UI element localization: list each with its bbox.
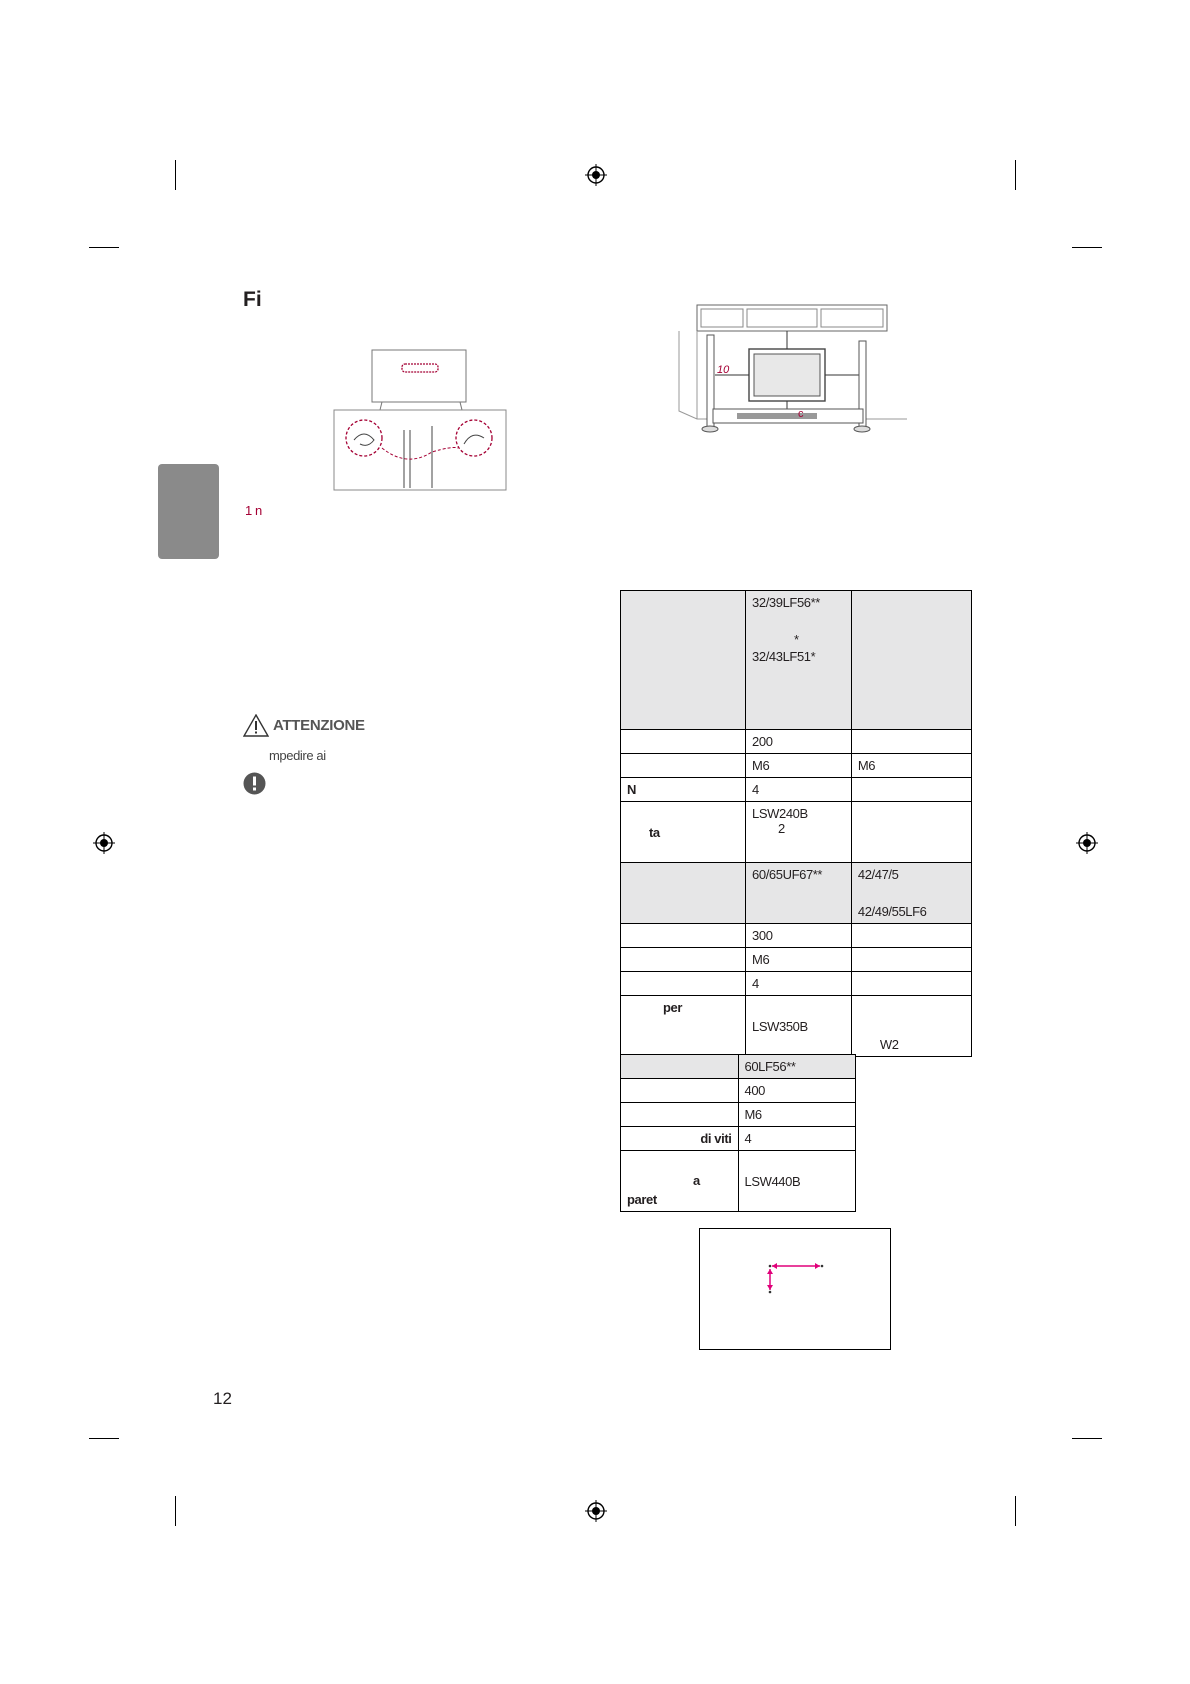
table-cell <box>621 1055 739 1079</box>
crop-mark <box>1015 1496 1016 1526</box>
caution-label: ATTENZIONE <box>273 717 365 734</box>
wall-mount-illustration <box>677 301 909 459</box>
crop-mark <box>175 160 176 190</box>
model-cell: 60LF56** <box>738 1055 856 1079</box>
table-row <box>621 1151 856 1212</box>
table-row <box>621 754 972 778</box>
note-exclamation-icon <box>243 772 266 795</box>
model-cell: * <box>794 632 799 647</box>
table-cell <box>851 591 971 730</box>
table-cell <box>851 924 971 948</box>
spec-table-3 <box>620 1054 856 1212</box>
model-cell: 42/47/5 <box>857 867 899 882</box>
row-label: di viti <box>621 1127 739 1151</box>
table-cell <box>851 802 971 863</box>
distance-label-left: 10 <box>717 364 730 376</box>
table-header-row <box>621 591 972 730</box>
table-cell <box>851 863 971 924</box>
table-row <box>621 778 972 802</box>
bracket-model: LSW240B <box>752 806 808 821</box>
table-cell <box>851 730 971 754</box>
table-row <box>621 802 972 863</box>
page-number: 12 <box>213 1389 232 1408</box>
table-cell: 4 <box>746 972 852 996</box>
table-cell: LSW440B <box>738 1151 856 1212</box>
table-cell <box>851 948 971 972</box>
crop-mark <box>1015 160 1016 190</box>
table-cell <box>746 591 852 730</box>
table-cell: M6 <box>738 1103 856 1127</box>
table-cell <box>621 591 746 730</box>
row-label <box>621 754 746 778</box>
table-cell: 200 <box>746 730 852 754</box>
table-header-row <box>621 1055 856 1079</box>
spec-table-1 <box>620 590 972 1057</box>
caution-heading <box>243 714 365 737</box>
registration-mark-icon <box>1076 832 1098 854</box>
table-row <box>621 1079 856 1103</box>
vesa-dimension-icon <box>700 1229 890 1349</box>
table-header-row <box>621 863 972 924</box>
bracket-qty: 2 <box>778 821 785 836</box>
row-label <box>621 1103 739 1127</box>
table-cell <box>621 1151 739 1212</box>
page-title: Fi <box>243 288 262 311</box>
table-row <box>621 948 972 972</box>
table-cell <box>621 863 746 924</box>
row-label <box>621 924 746 948</box>
vesa-diagram <box>699 1228 891 1350</box>
caution-text: mpedire ai <box>269 748 326 763</box>
table-cell: 400 <box>738 1079 856 1103</box>
crop-mark <box>1072 247 1102 248</box>
registration-mark-icon <box>585 1500 607 1522</box>
table-row <box>621 730 972 754</box>
table-cell <box>851 778 971 802</box>
warning-triangle-icon <box>243 714 269 737</box>
table-cell: 4 <box>738 1127 856 1151</box>
crop-mark <box>89 1438 119 1439</box>
row-label <box>621 730 746 754</box>
table-row <box>621 924 972 948</box>
table-cell: 300 <box>746 924 852 948</box>
row-label <box>621 948 746 972</box>
cable-holder-illustration <box>332 348 510 493</box>
table-cell: 4 <box>746 778 852 802</box>
table-cell: M6 <box>746 754 852 778</box>
row-label: paret <box>627 1192 657 1207</box>
table-row <box>621 972 972 996</box>
registration-mark-icon <box>585 164 607 186</box>
model-cell: 60/65UF67** <box>746 863 852 924</box>
row-label: a <box>693 1173 700 1188</box>
row-label: per <box>621 996 746 1057</box>
table-row <box>621 1127 856 1151</box>
table-cell: M6 <box>851 754 971 778</box>
row-label: N <box>621 778 746 802</box>
table-cell: LSW350B <box>746 996 852 1057</box>
crop-mark <box>1072 1438 1102 1439</box>
model-cell: 32/43LF51* <box>752 649 816 664</box>
registration-mark-icon <box>93 832 115 854</box>
row-label <box>621 1079 739 1103</box>
table-cell <box>746 802 852 863</box>
step-label: 1 n <box>245 503 262 518</box>
language-side-tab <box>158 464 219 559</box>
crop-mark <box>89 247 119 248</box>
row-label <box>621 972 746 996</box>
table-cell: W2 <box>851 996 971 1057</box>
distance-label-bottom: c <box>798 408 804 420</box>
row-label: ta <box>621 802 746 863</box>
table-cell <box>851 972 971 996</box>
model-cell: 32/39LF56** <box>752 595 820 610</box>
table-row <box>621 1103 856 1127</box>
model-cell: 42/49/55LF6 <box>857 904 927 919</box>
table-cell: M6 <box>746 948 852 972</box>
crop-mark <box>175 1496 176 1526</box>
table-row <box>621 996 972 1057</box>
